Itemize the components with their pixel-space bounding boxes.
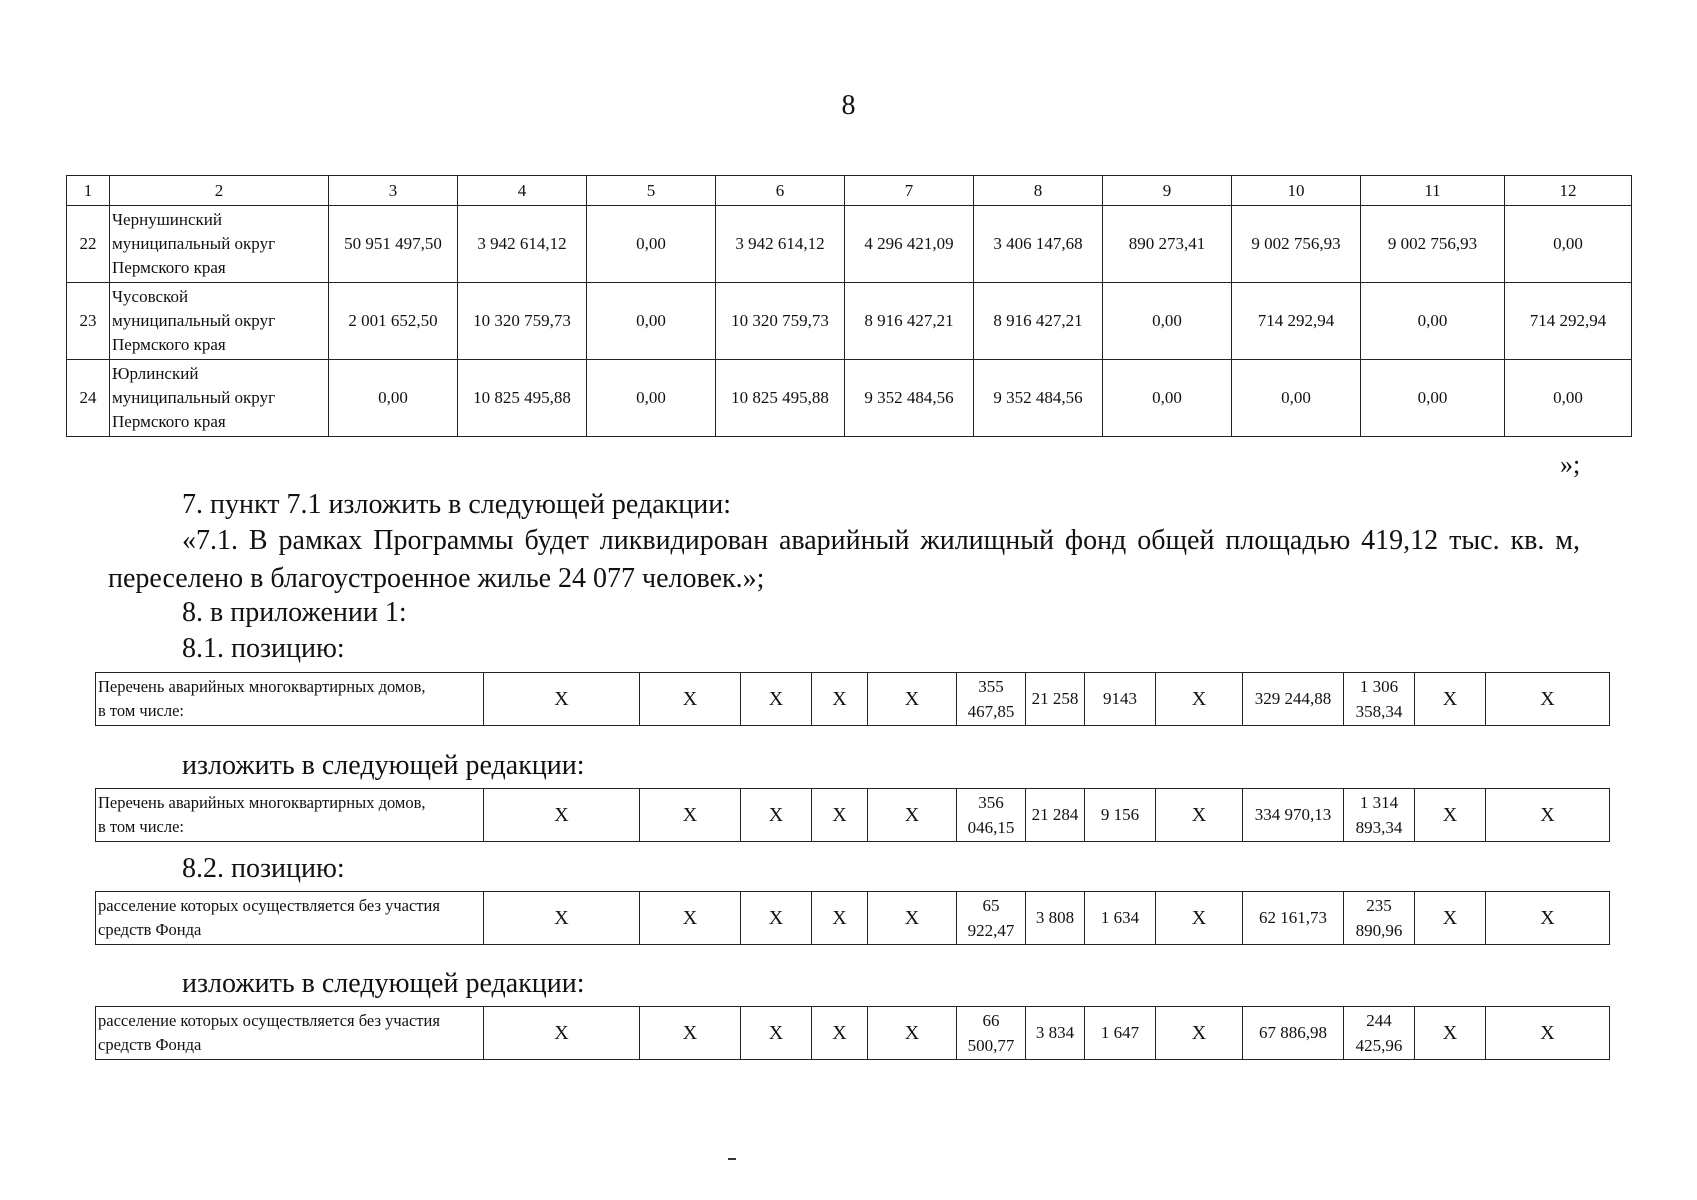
cell: 0,00 bbox=[329, 360, 458, 437]
cell: 890 273,41 bbox=[1103, 206, 1232, 283]
cell: 10 320 759,73 bbox=[716, 283, 845, 360]
municipality-name bbox=[110, 283, 329, 360]
paragraph-item-7-1-text: «7.1. В рамках Программы будет ликвидирован аварийный жилищный фонд общей площадью 419,12 тыс. кв. м, переселено в благоустроенное жилье 24 077 человек.»; bbox=[108, 525, 1580, 594]
table-row bbox=[96, 892, 1610, 945]
cell bbox=[1344, 673, 1415, 726]
x-mark: X bbox=[741, 892, 812, 945]
value-line: 244 bbox=[1366, 1011, 1392, 1030]
column-header: 6 bbox=[716, 176, 845, 206]
row-number: 22 bbox=[67, 206, 110, 283]
value-line: 356 bbox=[978, 793, 1004, 812]
cell: 0,00 bbox=[1361, 283, 1505, 360]
paragraph-item-7: 7. пункт 7.1 изложить в следующей редакции: bbox=[182, 489, 731, 520]
cell: 3 942 614,12 bbox=[458, 206, 587, 283]
table-row bbox=[96, 789, 1610, 842]
position-table-8-2-old bbox=[95, 891, 1610, 945]
x-mark: X bbox=[640, 673, 741, 726]
column-header: 7 bbox=[845, 176, 974, 206]
column-header: 4 bbox=[458, 176, 587, 206]
column-header: 1 bbox=[67, 176, 110, 206]
position-table-8-1-old bbox=[95, 672, 1610, 726]
name-line: Чернушинский bbox=[112, 210, 222, 229]
cell: 10 825 495,88 bbox=[458, 360, 587, 437]
x-mark: X bbox=[741, 673, 812, 726]
cell: 0,00 bbox=[1232, 360, 1361, 437]
municipality-name bbox=[110, 360, 329, 437]
cell: 0,00 bbox=[1361, 360, 1505, 437]
cell: 9 156 bbox=[1085, 789, 1156, 842]
table-row bbox=[67, 360, 1632, 437]
cell: 3 942 614,12 bbox=[716, 206, 845, 283]
cell: 0,00 bbox=[1103, 360, 1232, 437]
x-mark: X bbox=[868, 1007, 957, 1060]
cell: 9 352 484,56 bbox=[974, 360, 1103, 437]
value-line: 893,34 bbox=[1355, 818, 1403, 837]
x-mark: X bbox=[1156, 789, 1243, 842]
column-header: 3 bbox=[329, 176, 458, 206]
closing-quote: »; bbox=[1560, 450, 1581, 479]
x-mark: X bbox=[1415, 1007, 1486, 1060]
position-label bbox=[96, 789, 484, 842]
x-mark: X bbox=[1486, 789, 1610, 842]
column-header: 12 bbox=[1505, 176, 1632, 206]
page-number: 8 bbox=[841, 90, 856, 121]
name-line: Пермского края bbox=[112, 258, 226, 277]
x-mark: X bbox=[1486, 673, 1610, 726]
label-line: в том числе: bbox=[98, 817, 185, 836]
label-line: расселение которых осуществляется без участия bbox=[98, 1011, 440, 1030]
row-number: 24 bbox=[67, 360, 110, 437]
cell: 0,00 bbox=[1505, 360, 1632, 437]
x-mark: X bbox=[1156, 1007, 1243, 1060]
value-line: 66 bbox=[982, 1011, 1000, 1030]
name-line: Юрлинский bbox=[112, 364, 199, 383]
cell: 67 886,98 bbox=[1243, 1007, 1344, 1060]
x-mark: X bbox=[812, 673, 868, 726]
x-mark: X bbox=[812, 789, 868, 842]
data-table bbox=[66, 175, 1632, 437]
name-line: муниципальный округ bbox=[112, 311, 276, 330]
x-mark: X bbox=[741, 789, 812, 842]
cell bbox=[957, 1007, 1026, 1060]
table-row bbox=[96, 1007, 1610, 1060]
x-mark: X bbox=[484, 789, 640, 842]
x-mark: X bbox=[1415, 892, 1486, 945]
cell: 329 244,88 bbox=[1243, 673, 1344, 726]
value-line: 922,47 bbox=[967, 921, 1015, 940]
label-line: расселение которых осуществляется без участия bbox=[98, 896, 440, 915]
name-line: муниципальный округ bbox=[112, 234, 276, 253]
cell: 9143 bbox=[1085, 673, 1156, 726]
value-line: 467,85 bbox=[967, 702, 1015, 721]
cell: 8 916 427,21 bbox=[845, 283, 974, 360]
cell: 3 834 bbox=[1026, 1007, 1085, 1060]
cell: 4 296 421,09 bbox=[845, 206, 974, 283]
value-line: 355 bbox=[978, 677, 1004, 696]
label-line: средств Фонда bbox=[98, 1035, 202, 1054]
cell: 21 284 bbox=[1026, 789, 1085, 842]
x-mark: X bbox=[484, 673, 640, 726]
paragraph-item-8-1: 8.1. позицию: bbox=[182, 633, 345, 664]
paragraph-item-8-2: 8.2. позицию: bbox=[182, 853, 345, 884]
table-row bbox=[96, 673, 1610, 726]
cell bbox=[1344, 892, 1415, 945]
x-mark: X bbox=[741, 1007, 812, 1060]
municipality-name bbox=[110, 206, 329, 283]
cell: 0,00 bbox=[587, 206, 716, 283]
value-line: 890,96 bbox=[1355, 921, 1403, 940]
position-label bbox=[96, 673, 484, 726]
column-header: 11 bbox=[1361, 176, 1505, 206]
column-header: 8 bbox=[974, 176, 1103, 206]
value-line: 046,15 bbox=[967, 818, 1015, 837]
x-mark: X bbox=[868, 789, 957, 842]
position-label bbox=[96, 892, 484, 945]
label-line: средств Фонда bbox=[98, 920, 202, 939]
cell bbox=[957, 892, 1026, 945]
position-table-8-2-new bbox=[95, 1006, 1610, 1060]
cell: 1 634 bbox=[1085, 892, 1156, 945]
x-mark: X bbox=[484, 1007, 640, 1060]
column-header: 9 bbox=[1103, 176, 1232, 206]
x-mark: X bbox=[640, 892, 741, 945]
value-line: 425,96 bbox=[1355, 1036, 1403, 1055]
x-mark: X bbox=[640, 1007, 741, 1060]
cell: 714 292,94 bbox=[1232, 283, 1361, 360]
value-line: 500,77 bbox=[967, 1036, 1015, 1055]
cell: 0,00 bbox=[1505, 206, 1632, 283]
cell: 1 647 bbox=[1085, 1007, 1156, 1060]
cell bbox=[1344, 1007, 1415, 1060]
cell: 0,00 bbox=[587, 283, 716, 360]
x-mark: X bbox=[1486, 1007, 1610, 1060]
cell: 0,00 bbox=[587, 360, 716, 437]
cell bbox=[957, 789, 1026, 842]
position-label bbox=[96, 1007, 484, 1060]
footer-mark bbox=[728, 1158, 736, 1160]
x-mark: X bbox=[868, 892, 957, 945]
cell: 714 292,94 bbox=[1505, 283, 1632, 360]
cell: 9 002 756,93 bbox=[1361, 206, 1505, 283]
x-mark: X bbox=[1415, 789, 1486, 842]
cell: 9 352 484,56 bbox=[845, 360, 974, 437]
paragraph-new-edition: изложить в следующей редакции: bbox=[182, 750, 585, 781]
cell: 0,00 bbox=[1103, 283, 1232, 360]
cell: 10 825 495,88 bbox=[716, 360, 845, 437]
label-line: Перечень аварийных многоквартирных домов, bbox=[98, 677, 426, 696]
cell: 8 916 427,21 bbox=[974, 283, 1103, 360]
table-row bbox=[67, 283, 1632, 360]
cell: 3 406 147,68 bbox=[974, 206, 1103, 283]
x-mark: X bbox=[812, 1007, 868, 1060]
cell bbox=[957, 673, 1026, 726]
label-line: Перечень аварийных многоквартирных домов, bbox=[98, 793, 426, 812]
label-line: в том числе: bbox=[98, 701, 185, 720]
value-line: 235 bbox=[1366, 896, 1392, 915]
name-line: Пермского края bbox=[112, 335, 226, 354]
x-mark: X bbox=[1156, 892, 1243, 945]
paragraph-item-8: 8. в приложении 1: bbox=[182, 597, 407, 628]
x-mark: X bbox=[484, 892, 640, 945]
value-line: 1 314 bbox=[1359, 793, 1399, 812]
x-mark: X bbox=[1415, 673, 1486, 726]
cell: 9 002 756,93 bbox=[1232, 206, 1361, 283]
cell: 62 161,73 bbox=[1243, 892, 1344, 945]
cell: 334 970,13 bbox=[1243, 789, 1344, 842]
name-line: Пермского края bbox=[112, 412, 226, 431]
cell: 3 808 bbox=[1026, 892, 1085, 945]
row-number: 23 bbox=[67, 283, 110, 360]
column-header: 5 bbox=[587, 176, 716, 206]
column-header: 10 bbox=[1232, 176, 1361, 206]
cell: 50 951 497,50 bbox=[329, 206, 458, 283]
x-mark: X bbox=[1486, 892, 1610, 945]
cell: 10 320 759,73 bbox=[458, 283, 587, 360]
position-table-8-1-new bbox=[95, 788, 1610, 842]
column-header: 2 bbox=[110, 176, 329, 206]
name-line: Чусовской bbox=[112, 287, 189, 306]
table-row bbox=[67, 206, 1632, 283]
cell: 21 258 bbox=[1026, 673, 1085, 726]
table-header-row bbox=[67, 176, 1632, 206]
x-mark: X bbox=[1156, 673, 1243, 726]
cell: 2 001 652,50 bbox=[329, 283, 458, 360]
value-line: 1 306 bbox=[1359, 677, 1399, 696]
value-line: 358,34 bbox=[1355, 702, 1403, 721]
value-line: 65 bbox=[982, 896, 1000, 915]
name-line: муниципальный округ bbox=[112, 388, 276, 407]
cell bbox=[1344, 789, 1415, 842]
x-mark: X bbox=[868, 673, 957, 726]
paragraph-new-edition: изложить в следующей редакции: bbox=[182, 968, 585, 999]
x-mark: X bbox=[640, 789, 741, 842]
x-mark: X bbox=[812, 892, 868, 945]
